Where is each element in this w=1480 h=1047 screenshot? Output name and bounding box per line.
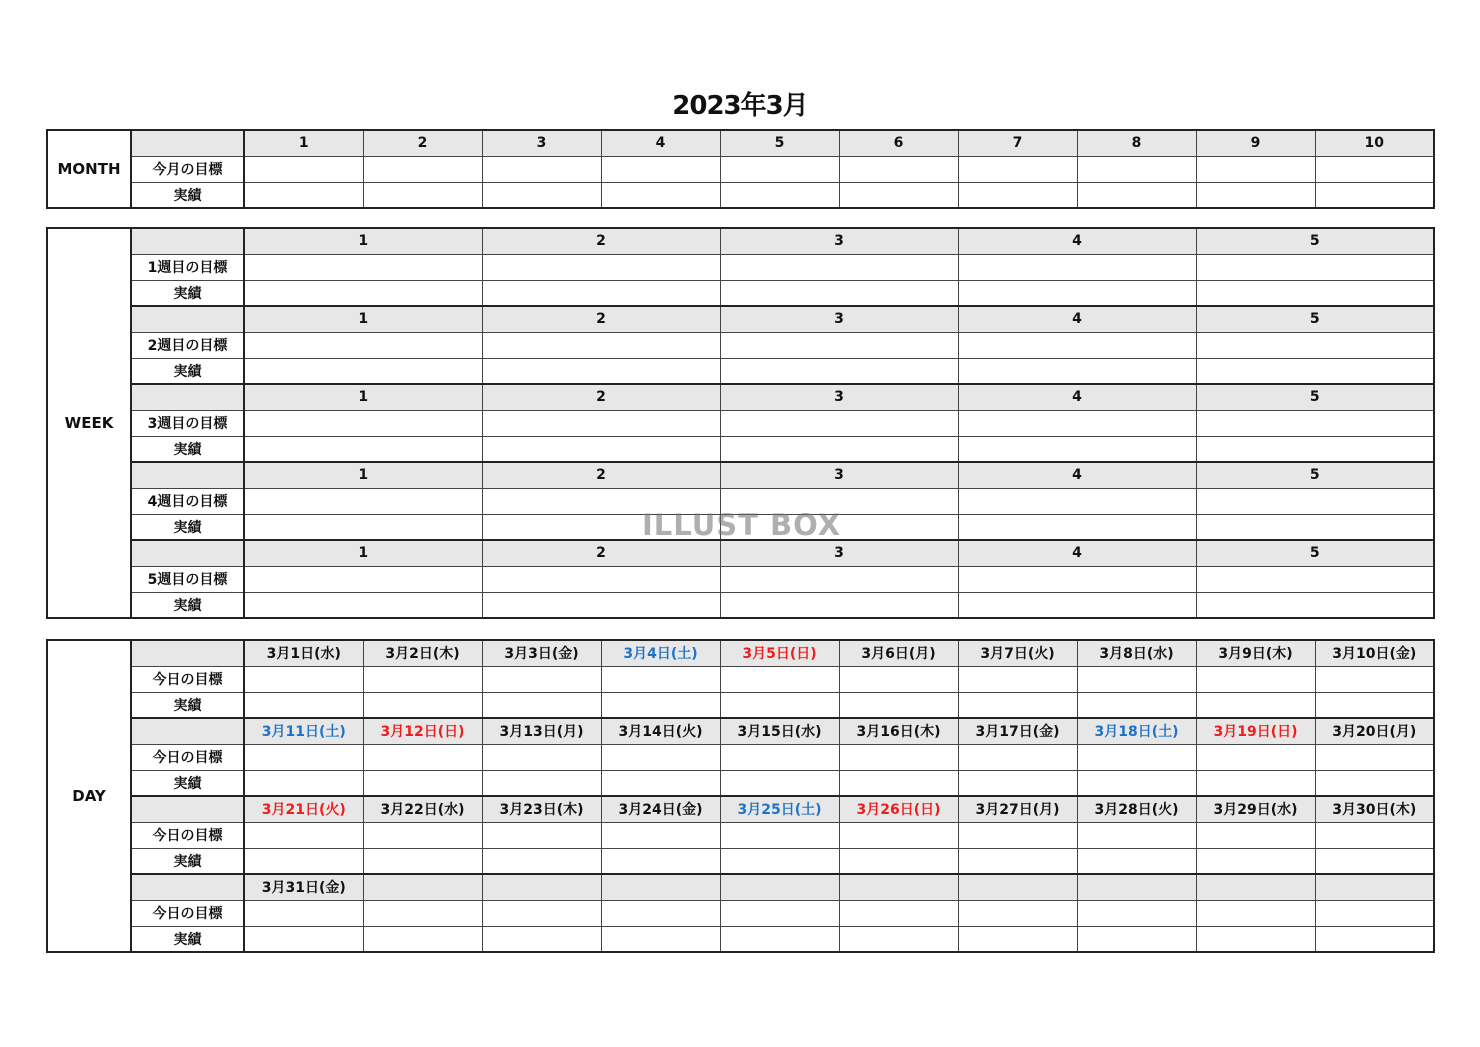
day-result-cell[interactable]: [601, 692, 720, 718]
day-date-cell: 3月7日(火): [958, 640, 1077, 666]
day-goal-label: 今日の目標: [131, 744, 244, 770]
day-header-label-cell: [131, 874, 244, 900]
month-goal-cell[interactable]: [720, 156, 839, 182]
month-result-cell[interactable]: [720, 182, 839, 208]
week-goal-label: 3週目の目標: [131, 410, 244, 436]
month-number: 4: [601, 130, 720, 156]
week-header-label-cell: [131, 228, 244, 254]
week-header-label-cell: [131, 540, 244, 566]
week-goal-cell[interactable]: [1196, 410, 1434, 436]
day-goal-cell[interactable]: [1196, 744, 1315, 770]
day-date-cell: [1315, 874, 1434, 900]
day-result-cell[interactable]: [958, 848, 1077, 874]
day-result-cell[interactable]: [244, 692, 363, 718]
day-goal-cell[interactable]: [839, 666, 958, 692]
month-number: 5: [720, 130, 839, 156]
day-result-cell[interactable]: [244, 848, 363, 874]
day-goal-cell[interactable]: [720, 900, 839, 926]
day-date-cell: 3月13日(月): [482, 718, 601, 744]
week-day-number: 1: [244, 462, 482, 488]
day-goal-cell[interactable]: [1077, 666, 1196, 692]
day-date-cell: 3月1日(水): [244, 640, 363, 666]
day-date-cell: 3月25日(土): [720, 796, 839, 822]
week-result-label: 実績: [131, 280, 244, 306]
week-result-cell[interactable]: [244, 436, 482, 462]
day-goal-label: 今日の目標: [131, 666, 244, 692]
month-goal-row: [47, 156, 1434, 182]
week-goal-row: [47, 254, 1434, 280]
day-date-cell: 3月22日(水): [363, 796, 482, 822]
watermark: ILLUST BOX: [642, 508, 842, 542]
day-goal-cell[interactable]: [958, 900, 1077, 926]
month-result-cell[interactable]: [839, 182, 958, 208]
month-number: 8: [1077, 130, 1196, 156]
week-goal-cell[interactable]: [720, 410, 958, 436]
page-title: 2023年3月: [672, 91, 808, 121]
day-goal-cell[interactable]: [601, 822, 720, 848]
week-day-number: 2: [482, 228, 720, 254]
week-result-cell[interactable]: [482, 280, 720, 306]
day-goal-cell[interactable]: [363, 822, 482, 848]
month-table: [46, 129, 1435, 209]
week-result-label: 実績: [131, 436, 244, 462]
day-goal-cell[interactable]: [363, 744, 482, 770]
day-result-cell[interactable]: [363, 692, 482, 718]
day-goal-cell[interactable]: [1315, 666, 1434, 692]
month-goal-cell[interactable]: [601, 156, 720, 182]
week-day-number: 5: [1196, 228, 1434, 254]
month-goal-cell[interactable]: [482, 156, 601, 182]
day-goal-cell[interactable]: [601, 666, 720, 692]
week-goal-cell[interactable]: [1196, 254, 1434, 280]
day-result-cell[interactable]: [958, 926, 1077, 952]
day-date-cell: 3月12日(日): [363, 718, 482, 744]
day-result-cell[interactable]: [482, 692, 601, 718]
day-date-cell: [1077, 874, 1196, 900]
month-number: 2: [363, 130, 482, 156]
week-result-cell[interactable]: [1196, 592, 1434, 618]
day-result-cell[interactable]: [839, 770, 958, 796]
day-result-cell[interactable]: [720, 692, 839, 718]
week-goal-cell[interactable]: [720, 254, 958, 280]
day-date-cell: 3月15日(水): [720, 718, 839, 744]
day-goal-cell[interactable]: [482, 744, 601, 770]
day-result-cell[interactable]: [482, 926, 601, 952]
day-result-cell[interactable]: [244, 926, 363, 952]
month-number: 7: [958, 130, 1077, 156]
day-goal-cell[interactable]: [1315, 744, 1434, 770]
day-date-row: [47, 718, 1434, 744]
week-goal-cell[interactable]: [958, 332, 1196, 358]
day-result-cell[interactable]: [1196, 692, 1315, 718]
day-goal-cell[interactable]: [601, 744, 720, 770]
week-goal-cell[interactable]: [244, 254, 482, 280]
month-result-cell[interactable]: [363, 182, 482, 208]
day-header-label-cell: [131, 640, 244, 666]
day-goal-cell[interactable]: [958, 822, 1077, 848]
day-goal-cell[interactable]: [482, 666, 601, 692]
day-goal-label: 今日の目標: [131, 900, 244, 926]
month-result-label: 実績: [131, 182, 244, 208]
month-number-row: [47, 130, 1434, 156]
day-goal-cell[interactable]: [601, 900, 720, 926]
month-number: 10: [1315, 130, 1434, 156]
week-result-cell[interactable]: [244, 514, 482, 540]
day-goal-cell[interactable]: [1077, 900, 1196, 926]
week-number-row: [47, 540, 1434, 566]
day-date-cell: 3月8日(水): [1077, 640, 1196, 666]
week-number-row: [47, 228, 1434, 254]
week-number-row: [47, 306, 1434, 332]
day-result-row: [47, 692, 1434, 718]
week-day-number: 2: [482, 306, 720, 332]
day-section-label: DAY: [47, 640, 131, 952]
week-result-cell[interactable]: [958, 592, 1196, 618]
week-header-label-cell: [131, 306, 244, 332]
week-day-number: 3: [720, 306, 958, 332]
week-result-label: 実績: [131, 514, 244, 540]
day-result-label: 実績: [131, 770, 244, 796]
week-day-number: 5: [1196, 540, 1434, 566]
day-date-cell: 3月14日(火): [601, 718, 720, 744]
month-goal-cell[interactable]: [244, 156, 363, 182]
week-result-row: [47, 592, 1434, 618]
week-number-row: [47, 384, 1434, 410]
day-date-cell: 3月5日(日): [720, 640, 839, 666]
week-goal-cell[interactable]: [482, 566, 720, 592]
month-header-label-cell: [131, 130, 244, 156]
week-goal-cell[interactable]: [958, 488, 1196, 514]
day-date-cell: 3月17日(金): [958, 718, 1077, 744]
week-goal-cell[interactable]: [244, 332, 482, 358]
day-result-label: 実績: [131, 848, 244, 874]
week-result-cell[interactable]: [720, 436, 958, 462]
day-goal-cell[interactable]: [363, 666, 482, 692]
month-result-cell[interactable]: [1077, 182, 1196, 208]
week-day-number: 1: [244, 306, 482, 332]
day-date-cell: [720, 874, 839, 900]
day-result-cell[interactable]: [244, 770, 363, 796]
day-goal-cell[interactable]: [1315, 900, 1434, 926]
month-section-label: MONTH: [47, 130, 131, 208]
week-day-number: 1: [244, 228, 482, 254]
week-goal-cell[interactable]: [958, 410, 1196, 436]
day-date-cell: 3月20日(月): [1315, 718, 1434, 744]
month-number: 9: [1196, 130, 1315, 156]
day-result-cell[interactable]: [839, 848, 958, 874]
day-header-label-cell: [131, 718, 244, 744]
day-goal-cell[interactable]: [1196, 666, 1315, 692]
day-goal-cell[interactable]: [839, 822, 958, 848]
week-goal-row: [47, 332, 1434, 358]
month-number: 6: [839, 130, 958, 156]
week-goal-cell[interactable]: [244, 410, 482, 436]
day-date-cell: 3月4日(土): [601, 640, 720, 666]
week-goal-cell[interactable]: [958, 566, 1196, 592]
day-date-cell: 3月2日(木): [363, 640, 482, 666]
day-date-cell: 3月26日(日): [839, 796, 958, 822]
day-date-cell: [601, 874, 720, 900]
day-date-cell: [363, 874, 482, 900]
day-result-cell[interactable]: [363, 926, 482, 952]
week-header-label-cell: [131, 384, 244, 410]
month-result-row: [47, 182, 1434, 208]
month-goal-cell[interactable]: [839, 156, 958, 182]
week-result-cell[interactable]: [244, 592, 482, 618]
day-goal-row: [47, 822, 1434, 848]
day-result-cell[interactable]: [1196, 926, 1315, 952]
day-date-cell: 3月27日(月): [958, 796, 1077, 822]
day-goal-cell[interactable]: [1315, 822, 1434, 848]
day-result-cell[interactable]: [958, 770, 1077, 796]
day-result-cell[interactable]: [1077, 692, 1196, 718]
week-goal-cell[interactable]: [1196, 566, 1434, 592]
day-result-cell[interactable]: [363, 848, 482, 874]
week-result-row: [47, 358, 1434, 384]
day-date-row: [47, 874, 1434, 900]
week-result-cell[interactable]: [958, 358, 1196, 384]
week-result-cell[interactable]: [482, 592, 720, 618]
month-result-cell[interactable]: [958, 182, 1077, 208]
day-result-cell[interactable]: [1196, 770, 1315, 796]
day-result-row: [47, 848, 1434, 874]
day-goal-cell[interactable]: [1196, 900, 1315, 926]
week-result-cell[interactable]: [958, 436, 1196, 462]
month-result-cell[interactable]: [601, 182, 720, 208]
week-day-number: 5: [1196, 462, 1434, 488]
day-goal-cell[interactable]: [720, 666, 839, 692]
day-date-cell: 3月11日(土): [244, 718, 363, 744]
week-goal-label: 2週目の目標: [131, 332, 244, 358]
week-result-cell[interactable]: [720, 280, 958, 306]
week-goal-row: [47, 410, 1434, 436]
day-date-cell: 3月28日(火): [1077, 796, 1196, 822]
day-date-cell: 3月29日(水): [1196, 796, 1315, 822]
week-day-number: 3: [720, 228, 958, 254]
day-date-cell: [958, 874, 1077, 900]
day-date-cell: 3月30日(木): [1315, 796, 1434, 822]
day-result-cell[interactable]: [720, 926, 839, 952]
day-result-label: 実績: [131, 926, 244, 952]
month-goal-cell[interactable]: [1196, 156, 1315, 182]
day-result-cell[interactable]: [601, 848, 720, 874]
day-goal-cell[interactable]: [244, 822, 363, 848]
month-goal-cell[interactable]: [1077, 156, 1196, 182]
week-goal-label: 5週目の目標: [131, 566, 244, 592]
week-result-cell[interactable]: [958, 514, 1196, 540]
day-result-cell[interactable]: [601, 770, 720, 796]
week-goal-cell[interactable]: [958, 254, 1196, 280]
week-goal-cell[interactable]: [244, 488, 482, 514]
day-date-cell: 3月6日(月): [839, 640, 958, 666]
week-result-row: [47, 436, 1434, 462]
day-goal-cell[interactable]: [1077, 822, 1196, 848]
day-date-cell: 3月18日(土): [1077, 718, 1196, 744]
day-date-cell: 3月3日(金): [482, 640, 601, 666]
month-number: 3: [482, 130, 601, 156]
week-day-number: 5: [1196, 384, 1434, 410]
day-goal-cell[interactable]: [720, 822, 839, 848]
week-number-row: [47, 462, 1434, 488]
month-goal-cell[interactable]: [958, 156, 1077, 182]
month-result-cell[interactable]: [1196, 182, 1315, 208]
day-goal-cell[interactable]: [482, 822, 601, 848]
day-result-cell[interactable]: [1196, 848, 1315, 874]
week-result-cell[interactable]: [482, 436, 720, 462]
week-day-number: 1: [244, 384, 482, 410]
day-result-cell[interactable]: [720, 770, 839, 796]
day-goal-row: [47, 744, 1434, 770]
week-table: [46, 227, 1435, 619]
day-result-cell[interactable]: [1315, 926, 1434, 952]
day-header-label-cell: [131, 796, 244, 822]
day-result-cell[interactable]: [720, 848, 839, 874]
week-result-label: 実績: [131, 358, 244, 384]
day-date-row: [47, 796, 1434, 822]
week-goal-cell[interactable]: [720, 566, 958, 592]
day-goal-cell[interactable]: [363, 900, 482, 926]
day-result-cell[interactable]: [839, 692, 958, 718]
month-result-cell[interactable]: [1315, 182, 1434, 208]
week-result-label: 実績: [131, 592, 244, 618]
week-goal-row: [47, 566, 1434, 592]
day-goal-row: [47, 900, 1434, 926]
week-day-number: 4: [958, 462, 1196, 488]
day-result-cell[interactable]: [1077, 926, 1196, 952]
week-day-number: 4: [958, 228, 1196, 254]
day-result-cell[interactable]: [363, 770, 482, 796]
week-day-number: 3: [720, 540, 958, 566]
day-date-cell: 3月10日(金): [1315, 640, 1434, 666]
day-result-cell[interactable]: [1077, 848, 1196, 874]
week-goal-cell[interactable]: [720, 332, 958, 358]
day-date-cell: 3月16日(木): [839, 718, 958, 744]
week-day-number: 5: [1196, 306, 1434, 332]
day-result-cell[interactable]: [482, 770, 601, 796]
day-goal-cell[interactable]: [244, 900, 363, 926]
day-result-cell[interactable]: [1077, 770, 1196, 796]
week-day-number: 2: [482, 540, 720, 566]
week-header-label-cell: [131, 462, 244, 488]
month-result-cell[interactable]: [482, 182, 601, 208]
week-goal-label: 1週目の目標: [131, 254, 244, 280]
month-goal-cell[interactable]: [363, 156, 482, 182]
day-date-cell: 3月23日(木): [482, 796, 601, 822]
day-goal-cell[interactable]: [482, 900, 601, 926]
week-result-cell[interactable]: [482, 358, 720, 384]
week-result-cell[interactable]: [720, 358, 958, 384]
day-goal-cell[interactable]: [958, 744, 1077, 770]
day-result-cell[interactable]: [958, 692, 1077, 718]
week-day-number: 3: [720, 384, 958, 410]
week-result-cell[interactable]: [1196, 514, 1434, 540]
week-day-number: 4: [958, 306, 1196, 332]
day-goal-cell[interactable]: [720, 744, 839, 770]
week-result-cell[interactable]: [1196, 358, 1434, 384]
day-date-cell: 3月31日(金): [244, 874, 363, 900]
week-goal-cell[interactable]: [482, 332, 720, 358]
day-goal-cell[interactable]: [1196, 822, 1315, 848]
week-result-cell[interactable]: [244, 358, 482, 384]
week-goal-label: 4週目の目標: [131, 488, 244, 514]
week-day-number: 4: [958, 384, 1196, 410]
day-goal-cell[interactable]: [244, 744, 363, 770]
day-goal-row: [47, 666, 1434, 692]
week-result-cell[interactable]: [1196, 436, 1434, 462]
day-date-cell: [839, 874, 958, 900]
day-result-cell[interactable]: [839, 926, 958, 952]
week-day-number: 4: [958, 540, 1196, 566]
week-day-number: 2: [482, 384, 720, 410]
week-result-cell[interactable]: [244, 280, 482, 306]
month-goal-cell[interactable]: [1315, 156, 1434, 182]
week-goal-cell[interactable]: [482, 410, 720, 436]
day-result-label: 実績: [131, 692, 244, 718]
day-date-cell: [482, 874, 601, 900]
week-goal-cell[interactable]: [1196, 332, 1434, 358]
day-date-cell: [1196, 874, 1315, 900]
month-result-cell[interactable]: [244, 182, 363, 208]
week-goal-cell[interactable]: [482, 254, 720, 280]
day-goal-cell[interactable]: [958, 666, 1077, 692]
week-result-cell[interactable]: [1196, 280, 1434, 306]
month-number: 1: [244, 130, 363, 156]
day-date-cell: 3月24日(金): [601, 796, 720, 822]
day-result-cell[interactable]: [1315, 848, 1434, 874]
day-date-row: [47, 640, 1434, 666]
day-goal-cell[interactable]: [839, 744, 958, 770]
week-day-number: 1: [244, 540, 482, 566]
day-result-cell[interactable]: [601, 926, 720, 952]
week-section-label: WEEK: [47, 228, 131, 618]
day-result-cell[interactable]: [1315, 692, 1434, 718]
day-goal-cell[interactable]: [244, 666, 363, 692]
week-goal-cell[interactable]: [244, 566, 482, 592]
day-table: [46, 639, 1435, 953]
day-result-cell[interactable]: [1315, 770, 1434, 796]
day-date-cell: 3月21日(火): [244, 796, 363, 822]
day-result-row: [47, 770, 1434, 796]
week-result-cell[interactable]: [720, 592, 958, 618]
day-goal-label: 今日の目標: [131, 822, 244, 848]
day-date-cell: 3月9日(木): [1196, 640, 1315, 666]
week-result-row: [47, 280, 1434, 306]
week-goal-cell[interactable]: [1196, 488, 1434, 514]
day-result-cell[interactable]: [482, 848, 601, 874]
day-goal-cell[interactable]: [839, 900, 958, 926]
week-result-cell[interactable]: [958, 280, 1196, 306]
month-goal-label: 今月の目標: [131, 156, 244, 182]
week-day-number: 2: [482, 462, 720, 488]
week-day-number: 3: [720, 462, 958, 488]
day-date-cell: 3月19日(日): [1196, 718, 1315, 744]
day-result-row: [47, 926, 1434, 952]
day-goal-cell[interactable]: [1077, 744, 1196, 770]
